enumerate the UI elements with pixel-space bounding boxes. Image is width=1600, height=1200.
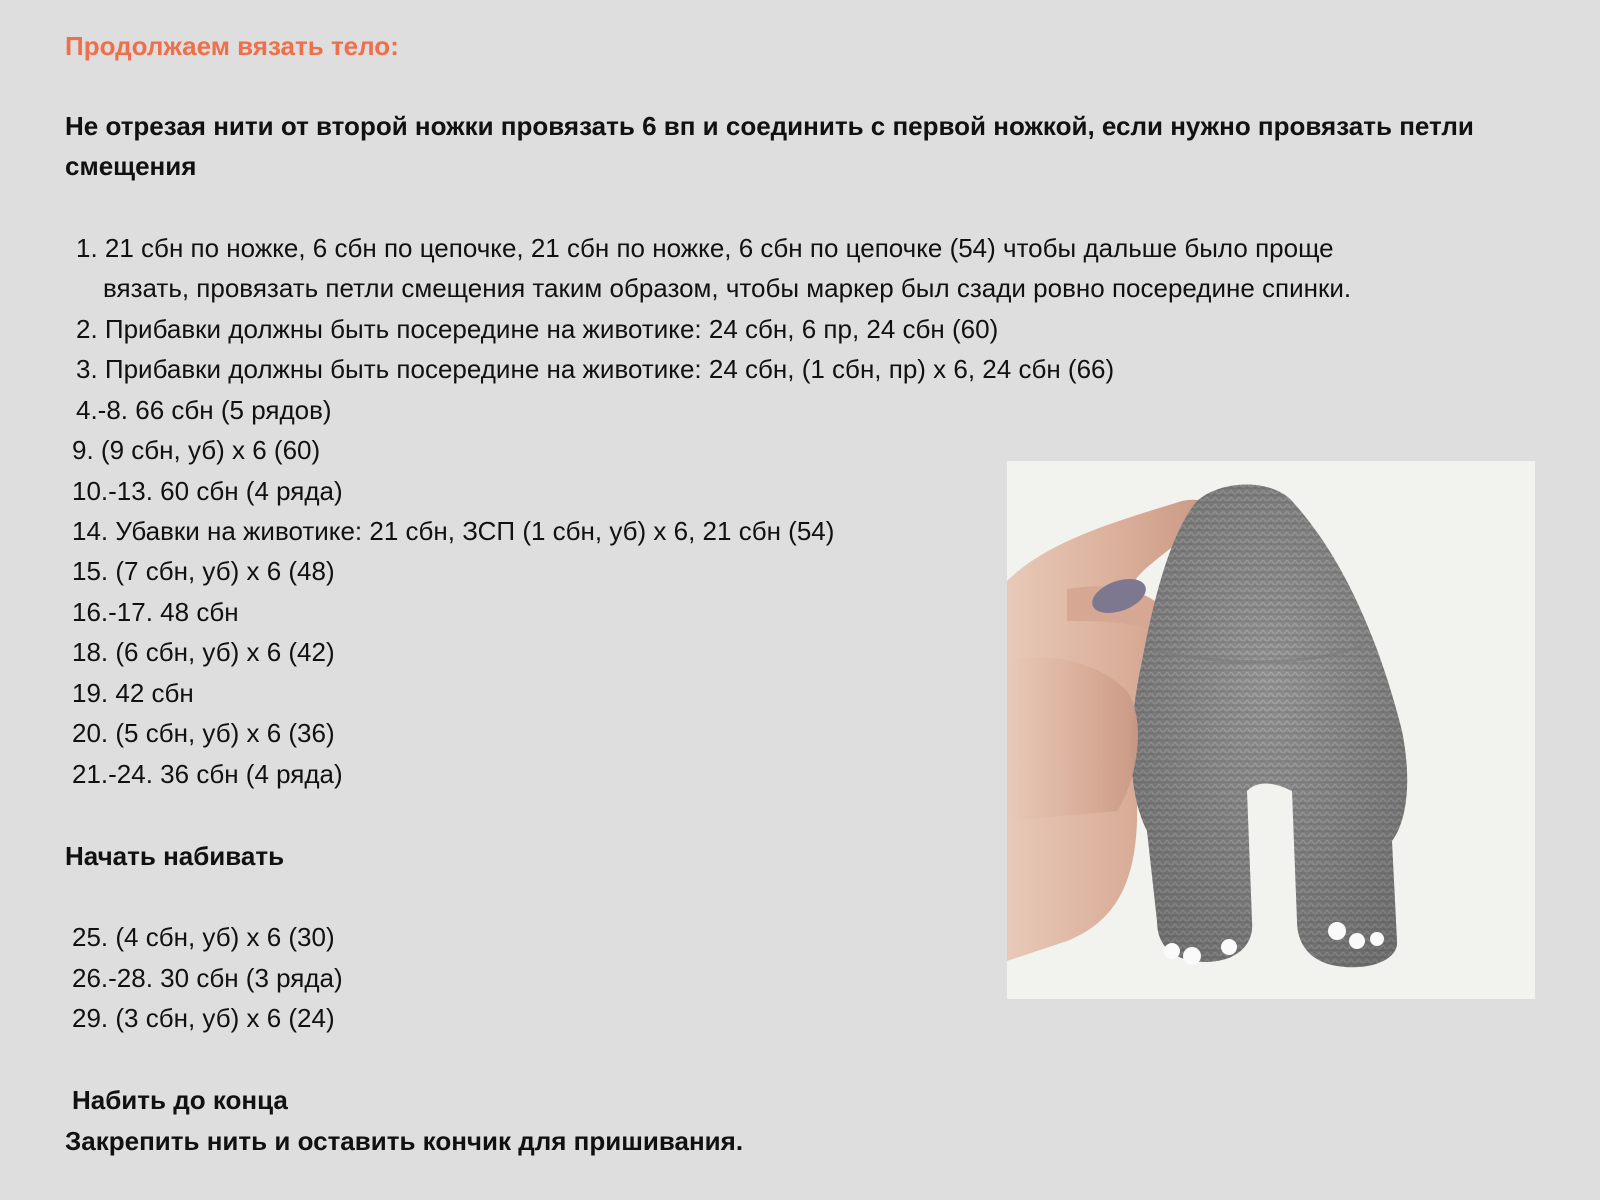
step-item-16-17: 16.-17. 48 сбн bbox=[72, 597, 239, 627]
stuffing-end-heading: Набить до конца bbox=[72, 1085, 288, 1115]
step-item-20: 20. (5 сбн, уб) х 6 (36) bbox=[72, 718, 335, 748]
step-item-26-28: 26.-28. 30 сбн (3 ряда) bbox=[72, 963, 343, 993]
step-item-21-24: 21.-24. 36 сбн (4 ряда) bbox=[72, 759, 343, 789]
step-item-18: 18. (6 сбн, уб) х 6 (42) bbox=[72, 637, 335, 667]
step-item-4-8: 4.-8. 66 сбн (5 рядов) bbox=[76, 395, 332, 425]
crochet-body-photo bbox=[1007, 461, 1535, 999]
finish-instruction: Закрепить нить и оставить кончик для пришивания. bbox=[65, 1126, 744, 1156]
step-item-3: 3. Прибавки должны быть посередине на животике: 24 сбн, (1 сбн, пр) х 6, 24 сбн (66) bbox=[76, 354, 1115, 384]
stuffing-start-heading: Начать набивать bbox=[65, 841, 285, 871]
step-item-2: 2. Прибавки должны быть посередине на животике: 24 сбн, 6 пр, 24 сбн (60) bbox=[76, 314, 999, 344]
step-item-10-13: 10.-13. 60 сбн (4 ряда) bbox=[72, 476, 343, 506]
step-item-29: 29. (3 сбн, уб) х 6 (24) bbox=[72, 1003, 335, 1033]
step-item-14: 14. Убавки на животике: 21 сбн, ЗСП (1 сбн, уб) х 6, 21 сбн (54) bbox=[72, 516, 835, 546]
step-item-19: 19. 42 сбн bbox=[72, 678, 194, 708]
step-item-1-continuation: вязать, провязать петли смещения таким образом, чтобы маркер был сзади ровно посередине спинки. bbox=[103, 273, 1352, 303]
step-item-1: 1. 21 сбн по ножке, 6 сбн по цепочке, 21 сбн по ножке, 6 сбн по цепочке (54) чтобы дальше было проще bbox=[76, 233, 1334, 263]
step-item-25: 25. (4 сбн, уб) х 6 (30) bbox=[72, 922, 335, 952]
intro-instruction: Не отрезая нити от второй ножки провязать 6 вп и соединить с первой ножкой, если нужно провязать петли смещения bbox=[65, 111, 1474, 181]
step-item-15: 15. (7 сбн, уб) х 6 (48) bbox=[72, 556, 335, 586]
step-item-9: 9. (9 сбн, уб) х 6 (60) bbox=[72, 435, 321, 465]
section-title: Продолжаем вязать тело: bbox=[65, 31, 399, 61]
